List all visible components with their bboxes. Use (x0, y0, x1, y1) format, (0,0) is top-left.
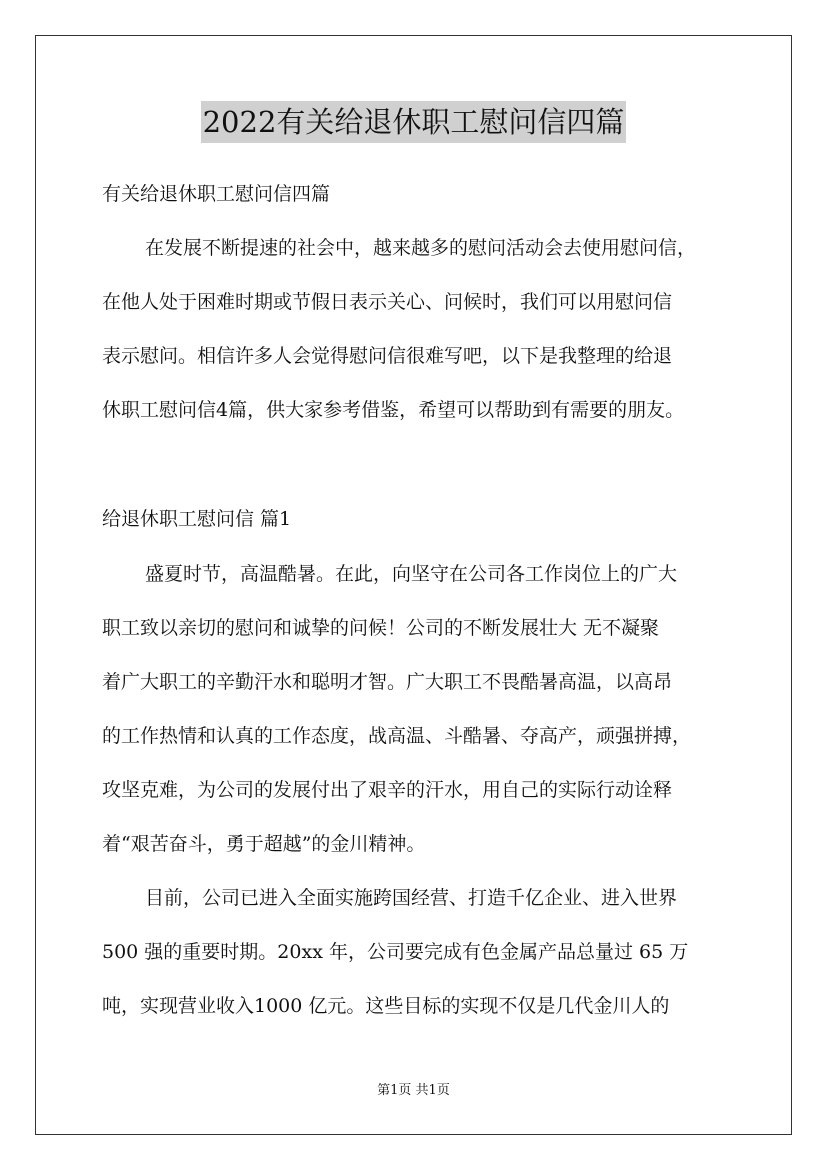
subtitle: 有关给退休职工慰问信四篇 (102, 183, 331, 205)
para1-line-2: 职工致以亲切的慰问和诚挚的问候！公司的不断发展壮大 无不凝聚 (102, 617, 660, 639)
para1-line-6: 着“艰苦奋斗，勇于超越”的金川精神。 (102, 833, 426, 855)
para1-line-3: 着广大职工的辛勤汗水和聪明才智。广大职工不畏酷暑高温，以高昂 (102, 671, 673, 693)
intro-line-3: 表示慰问。相信许多人会觉得慰问信很难写吧，以下是我整理的给退 (102, 345, 673, 367)
intro-line-2: 在他人处于困难时期或节假日表示关心、问候时，我们可以用慰问信 (102, 291, 673, 313)
para1-line-1: 盛夏时节，高温酷暑。在此，向坚守在公司各工作岗位上的广大 (145, 563, 678, 585)
intro-line-1: 在发展不断提速的社会中，越来越多的慰问活动会去使用慰问信， (145, 237, 697, 259)
para2-line-3: 吨，实现营业收入1000 亿元。这些目标的实现不仅是几代金川人的 (102, 995, 670, 1017)
section-heading: 给退休职工慰问信 篇1 (102, 508, 292, 530)
intro-line-4: 休职工慰问信4篇，供大家参考借鉴，希望可以帮助到有需要的朋友。 (102, 399, 685, 421)
para2-line-2: 500 强的重要时期。20xx 年，公司要完成有色金属产品总量过 65 万 (102, 941, 689, 963)
para2-line-1: 目前，公司已进入全面实施跨国经营、打造千亿企业、进入世界 (145, 887, 678, 909)
para1-line-5: 攻坚克难，为公司的发展付出了艰辛的汗水，用自己的实际行动诠释 (102, 779, 673, 801)
document-title-wrap (0, 101, 827, 143)
para1-line-4: 的工作热情和认真的工作态度，战高温、斗酷暑、夺高产，顽强拼搏， (102, 725, 692, 747)
page-footer: 第1页 共1页 (377, 1083, 450, 1098)
document-title: 2022有关给退休职工慰问信四篇 (201, 101, 627, 143)
